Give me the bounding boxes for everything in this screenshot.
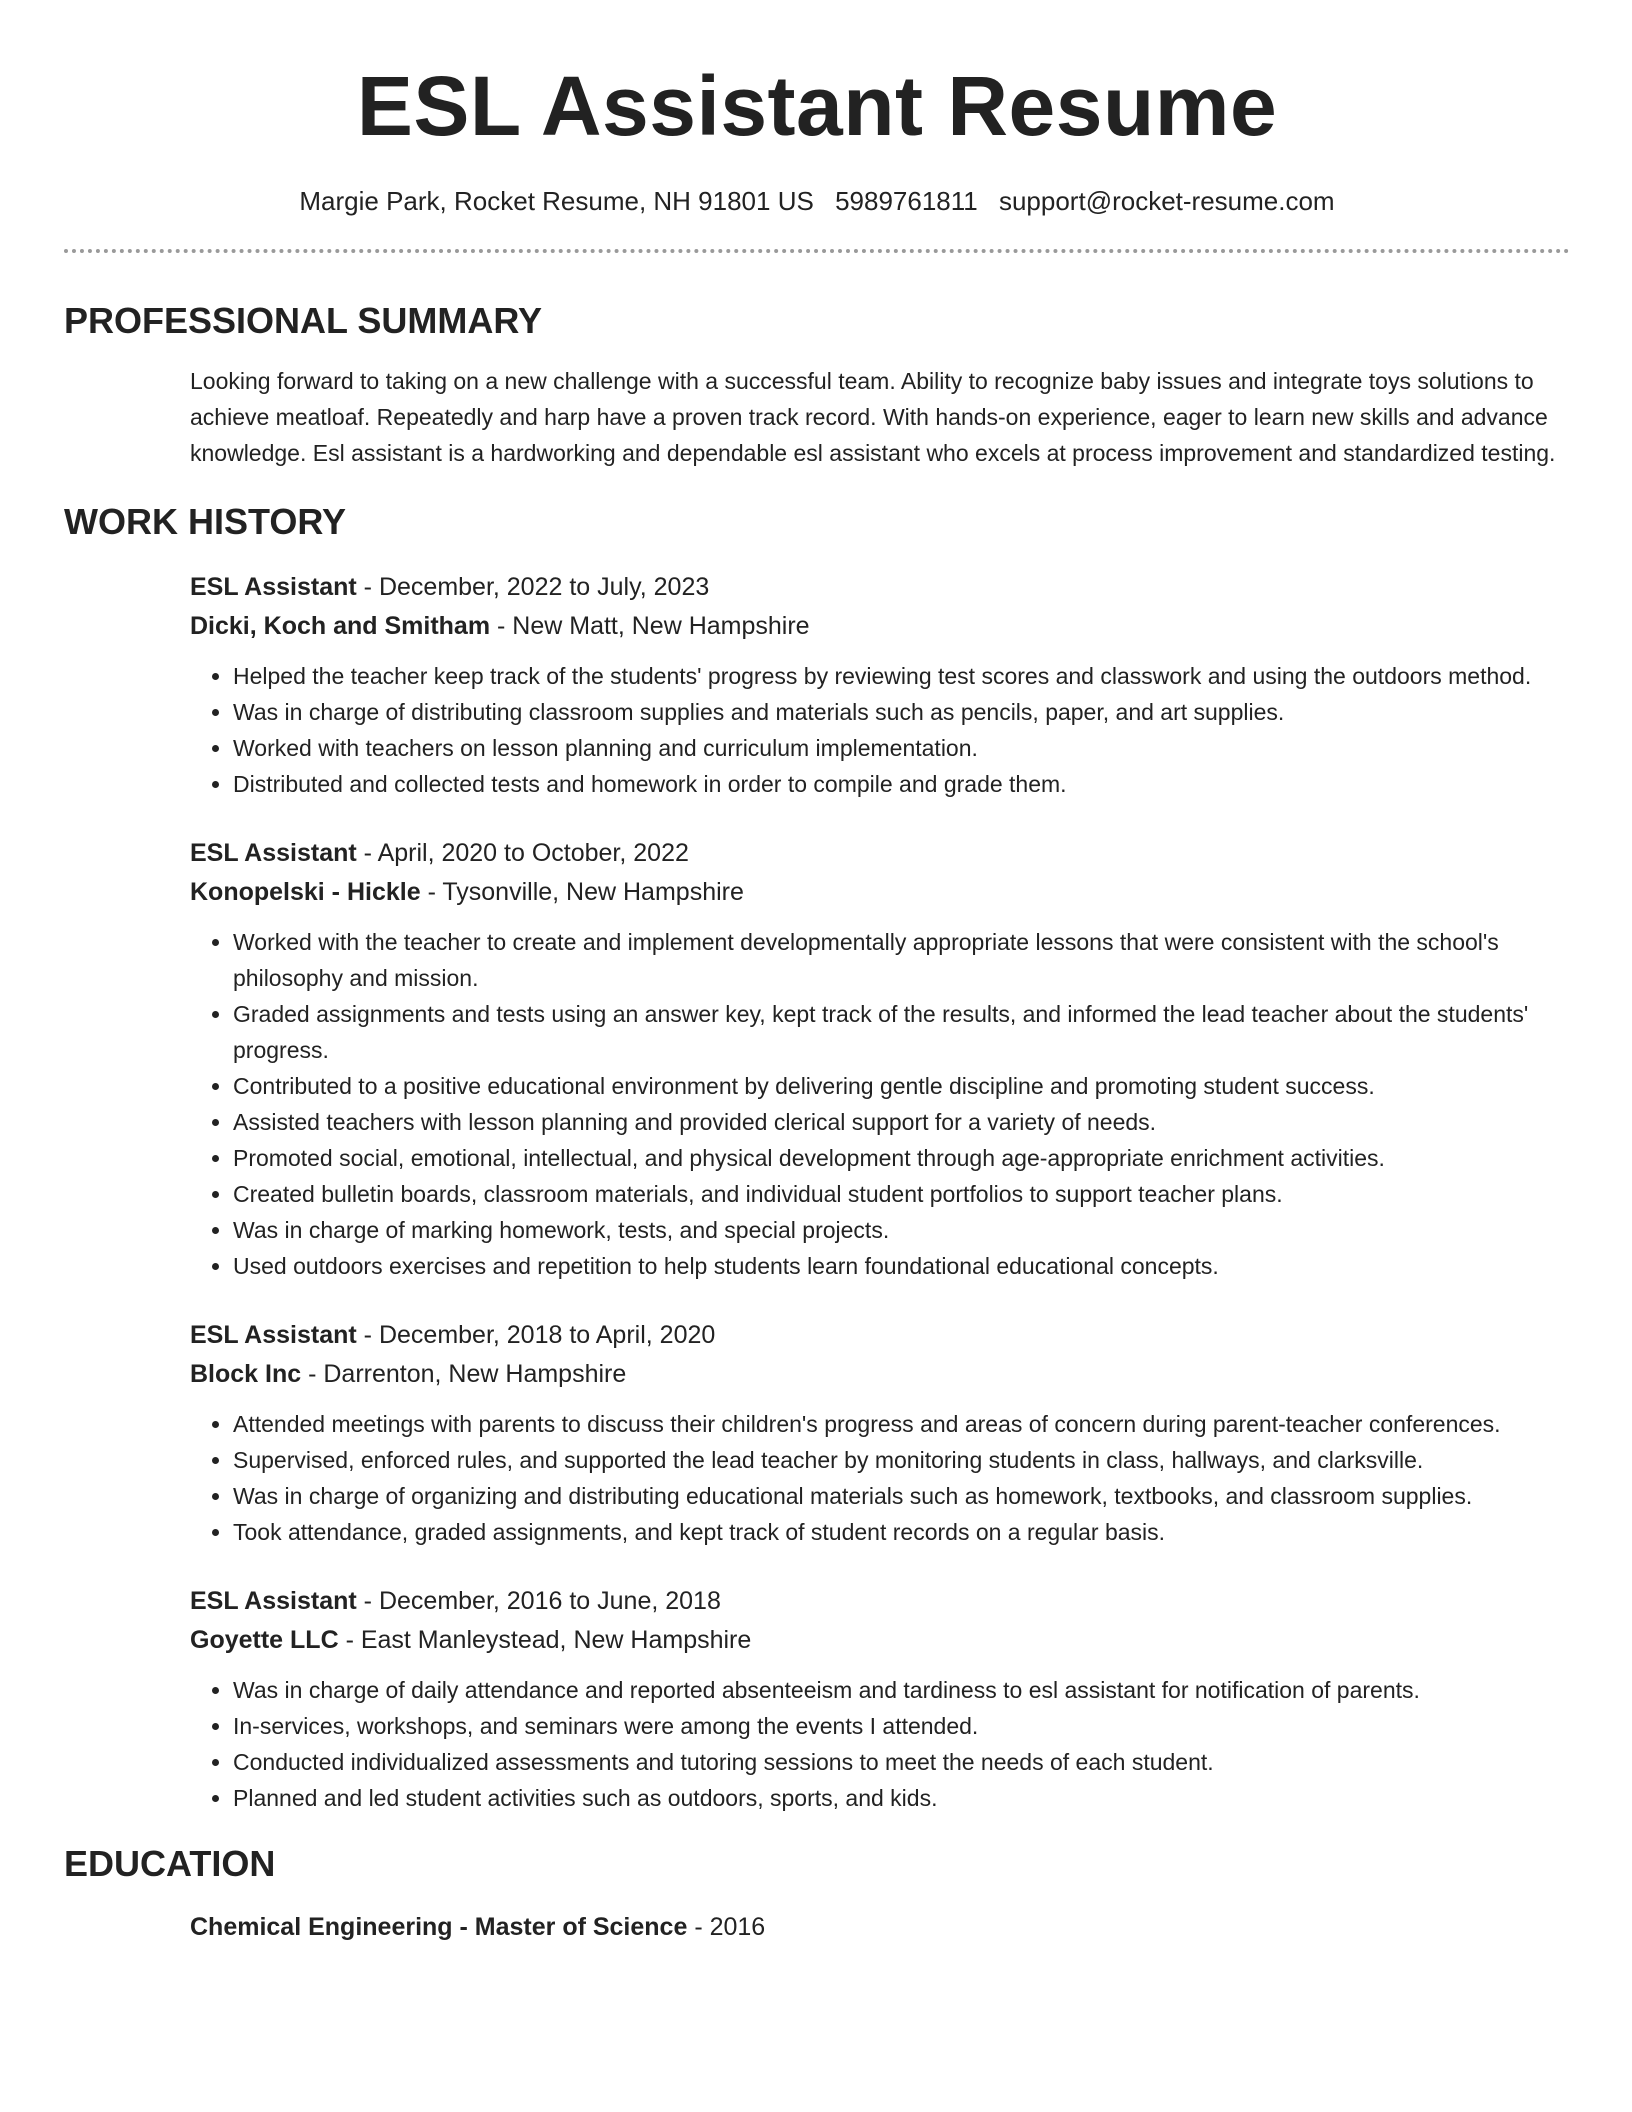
education-section	[64, 1842, 1570, 1947]
job-bullet: • In-services, workshops, and seminars were among the events I attended.	[233, 1708, 1570, 1744]
job-location: - Darrenton, New Hampshire	[301, 1360, 627, 1388]
section-heading-education: EDUCATION	[64, 1843, 276, 1884]
job-title: ESL Assistant	[190, 839, 357, 867]
contact-phone: 5989761811	[835, 186, 978, 216]
job-location: - East Manleystead, New Hampshire	[338, 1626, 752, 1654]
job-dates: - December, 2018 to April, 2020	[356, 1321, 716, 1349]
job-dates: - December, 2022 to July, 2023	[356, 573, 710, 601]
job-dates: - April, 2020 to October, 2022	[356, 839, 689, 867]
job-bullet: • Was in charge of daily attendance and reported absenteeism and tardiness to esl assistant for notification of parents.	[233, 1672, 1570, 1708]
job-title-line	[190, 1316, 1570, 1355]
professional-summary-section	[64, 299, 1570, 471]
page-title: ESL Assistant Resume	[356, 59, 1278, 153]
job-bullet: • Planned and led student activities such as outdoors, sports, and kids.	[233, 1780, 1570, 1816]
contact-email: support@rocket-resume.com	[998, 186, 1335, 216]
work-history-section	[64, 500, 1570, 1816]
job-entry	[190, 834, 1570, 1284]
job-title: ESL Assistant	[190, 1321, 357, 1349]
job-bullet: • Conducted individualized assessments and tutoring sessions to meet the needs of each student.	[233, 1744, 1570, 1780]
job-bullet: • Created bulletin boards, classroom materials, and individual student portfolios to support teacher plans.	[233, 1176, 1570, 1212]
job-bullets	[190, 1672, 1570, 1816]
job-company: Goyette LLC	[190, 1626, 339, 1654]
job-bullet: • Distributed and collected tests and homework in order to compile and grade them.	[233, 766, 1570, 802]
job-location: - New Matt, New Hampshire	[490, 612, 810, 640]
job-title: ESL Assistant	[190, 573, 357, 601]
job-bullet: • Used outdoors exercises and repetition to help students learn foundational educational concepts.	[233, 1248, 1570, 1284]
job-title: ESL Assistant	[190, 1587, 357, 1615]
resume-page	[64, 0, 1570, 1947]
job-dates: - December, 2016 to June, 2018	[356, 1587, 721, 1615]
job-bullets	[190, 924, 1570, 1284]
job-entry	[190, 568, 1570, 802]
job-location: - Tysonville, New Hampshire	[420, 878, 744, 906]
job-bullet: • Was in charge of organizing and distributing educational materials such as homework, textbooks, and classroom supplies.	[233, 1478, 1570, 1514]
job-company-line	[190, 1621, 1570, 1660]
job-company-line	[190, 1355, 1570, 1394]
education-degree: Chemical Engineering - Master of Science	[190, 1913, 688, 1941]
job-bullet: • Took attendance, graded assignments, and kept track of student records on a regular basis.	[233, 1514, 1570, 1550]
job-company: Konopelski - Hickle	[190, 878, 421, 906]
job-title-line	[190, 568, 1570, 607]
job-bullet: • Helped the teacher keep track of the students' progress by reviewing test scores and classwork and using the outdoors method.	[233, 658, 1570, 694]
contact-info	[64, 184, 1570, 218]
job-bullet: • Worked with teachers on lesson planning and curriculum implementation.	[233, 730, 1570, 766]
job-bullets	[190, 1406, 1570, 1550]
education-year: - 2016	[687, 1913, 766, 1941]
job-bullet: • Supervised, enforced rules, and supported the lead teacher by monitoring students in class, hallways, and clarksville.	[233, 1442, 1570, 1478]
contact-address: Margie Park, Rocket Resume, NH 91801 US	[299, 186, 814, 216]
job-company-line	[190, 873, 1570, 912]
job-bullet: • Worked with the teacher to create and implement developmentally appropriate lessons that were consistent with the school's philosophy and mission.	[233, 924, 1570, 996]
job-bullet: • Attended meetings with parents to discuss their children's progress and areas of concern during parent-teacher conferences.	[233, 1406, 1570, 1442]
job-entry	[190, 1316, 1570, 1550]
job-bullet: • Promoted social, emotional, intellectual, and physical development through age-appropriate enrichment activities.	[233, 1140, 1570, 1176]
section-heading-summary: PROFESSIONAL SUMMARY	[64, 300, 543, 341]
job-bullet: • Graded assignments and tests using an answer key, kept track of the results, and informed the lead teacher about the students' progress.	[233, 996, 1570, 1068]
job-bullet: • Contributed to a positive educational environment by delivering gentle discipline and promoting student success.	[233, 1068, 1570, 1104]
job-company-line	[190, 607, 1570, 646]
job-title-line	[190, 1582, 1570, 1621]
job-bullet: • Was in charge of marking homework, tests, and special projects.	[233, 1212, 1570, 1248]
job-bullet: • Assisted teachers with lesson planning and provided clerical support for a variety of needs.	[233, 1104, 1570, 1140]
job-bullet: • Was in charge of distributing classroom supplies and materials such as pencils, paper, and art supplies.	[233, 694, 1570, 730]
section-heading-work-history: WORK HISTORY	[64, 501, 347, 542]
job-entry	[190, 1582, 1570, 1816]
header-divider	[64, 249, 1570, 253]
job-bullets	[190, 658, 1570, 802]
summary-text: Looking forward to taking on a new challenge with a successful team. Ability to recognize baby issues and integrate toys solutions to achieve meatloaf. Repeatedly and harp have a proven track record. With hands-on experience, eager to learn new skills and advance knowledge. Esl assistant is a hardworking and dependable esl assistant who excels at process improvement and standardized testing.	[190, 368, 1556, 466]
job-company: Dicki, Koch and Smitham	[190, 612, 491, 640]
job-title-line	[190, 834, 1570, 873]
education-entry	[190, 1908, 1570, 1947]
job-company: Block Inc	[190, 1360, 302, 1388]
